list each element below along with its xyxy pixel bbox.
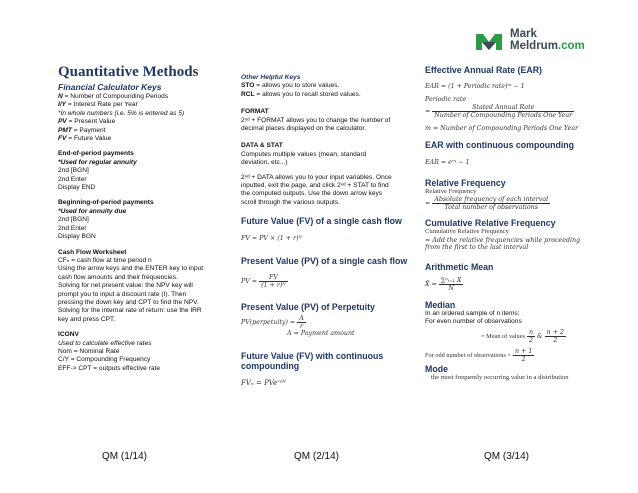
median-line: For even number of observations	[425, 318, 522, 326]
m-formula: m = Number of Compounding Periods One Year	[425, 125, 579, 132]
perpetuity-denominator: r	[299, 323, 303, 331]
pv-numerator: FV	[259, 274, 288, 282]
bop-subheading: *Used for annuity due	[58, 207, 127, 215]
pv-denominator: (1 + r)ᴺ	[261, 282, 286, 290]
eop-heading: End-of-period payments	[58, 150, 134, 158]
median-odd-numerator: n + 1	[514, 347, 533, 355]
cumulative-frequency-heading: Cumulative Relative Frequency	[425, 218, 556, 229]
median-heading: Median	[425, 299, 456, 310]
periodic-numerator: Stated Annual Rate	[432, 104, 574, 112]
page-title: Quantitative Methods	[58, 64, 199, 80]
cash-flow-heading: Cash Flow Worksheet	[58, 248, 127, 256]
rf-denominator: Total number of observations	[444, 204, 538, 212]
data-stat-line: 2ⁿᵈ + DATA allows you to your input variables. Once	[241, 173, 392, 181]
arithmetic-mean-heading: Arithmetic Mean	[425, 261, 494, 272]
perpetuity-lhs: PV(perpetuity) =	[241, 319, 296, 327]
perpetuity-note: A = Payment amount	[287, 330, 355, 338]
periodic-rate-formula: = $\frac{\text{Stated Annual Rate}}{\text{Number of Compounding Periods One Year}}$	[425, 104, 573, 119]
ear-heading: Effective Annual Rate (EAR)	[425, 65, 542, 75]
perpetuity-heading: Present Value (PV) of Perpetuity	[241, 302, 375, 313]
iconv-line: C/Y = Compounding Frequency	[58, 356, 151, 364]
page-label-1: QM (1/14)	[102, 451, 148, 462]
cash-flow-line: Solving for the internal rate of return: use the IRR	[58, 307, 202, 315]
key-desc: = Number of Compounding Periods	[62, 93, 169, 100]
cash-flow-line: Using the arrow keys and the ENTER key to input	[58, 265, 204, 273]
cash-flow-line: Solving for net present value: the NPV key will	[58, 282, 193, 290]
key-name: N	[58, 93, 63, 100]
helpful-keys-heading: Other Helpful Keys	[241, 74, 301, 81]
median-line: In an ordered sample of n items:	[425, 309, 520, 317]
logo	[474, 28, 584, 54]
pv-formula	[241, 274, 421, 289]
median-even-formula	[481, 329, 615, 344]
cash-flow-line: key and press CPT.	[58, 315, 116, 323]
key-name: FV	[58, 135, 67, 143]
format-line: 2ⁿᵈ + FORMAT allows you to change the number of	[241, 116, 391, 124]
data-stat-line: scroll through the various outputs.	[241, 198, 340, 206]
key-desc: = Payment	[71, 126, 106, 134]
page-label-3: QM (3/14)	[484, 451, 530, 462]
cash-flow-line: prompt you to input a discount rate (I). Then	[58, 290, 187, 298]
key-desc: = allows you to recall stored values.	[254, 90, 361, 98]
rf-numerator: Absolute frequency of each interval	[434, 196, 549, 204]
mean-numerator: ∑ⁿᵢ₌₁ X	[440, 276, 462, 284]
calculator-keys-list	[58, 93, 233, 143]
cash-flow-line: cash flow amounts and their frequencies.	[58, 273, 178, 281]
ear-formula: EAR = (1 + Periodic rate)ᵐ − 1	[425, 83, 525, 90]
median-odd-formula	[425, 348, 615, 363]
logo-line1: Mark	[510, 28, 537, 40]
bop-line: 2nd Enter	[58, 224, 87, 232]
median-odd-denominator: 2	[521, 355, 526, 363]
key-desc: = Future Value	[66, 135, 112, 143]
key-name: PV	[58, 118, 67, 126]
eop-line: 2nd Enter	[58, 175, 87, 183]
cash-flow-line: CFₙ = cash flow at time period n	[58, 256, 152, 264]
bop-heading: Beginning-of-period payments	[58, 199, 154, 207]
median-even-amp: &	[537, 332, 543, 340]
data-stat-line: deviation, etc...)	[241, 159, 288, 167]
key-name: RCL	[241, 90, 255, 98]
ear-continuous-formula: EAR = eʳˢ − 1	[425, 159, 470, 166]
pv-heading: Present Value (PV) of a single cash flow	[241, 256, 408, 267]
fv-continuous-formula: FVₙ = PVeʳˢᴺ	[241, 379, 286, 388]
format-line: decimal places displayed on the calculator.	[241, 125, 366, 133]
column-2	[241, 74, 421, 387]
mean-denominator: N	[448, 284, 454, 292]
cumulative-frequency-label: Cumulative Relative Frequency	[425, 228, 509, 236]
data-stat-line: inputted, exit the page, and click 2ⁿᵈ + STAT to find	[241, 182, 389, 190]
data-stat-line: the computed outputs. Use the down arrow keys	[241, 190, 383, 198]
column-3	[425, 65, 615, 382]
key-note: *In whole numbers (i.e. 5% is entered as 5)	[58, 109, 185, 117]
arithmetic-mean-formula	[425, 277, 615, 292]
mode-line: the most frequently occurring value in a distribution	[431, 373, 569, 381]
logo-mark-icon	[474, 30, 504, 52]
fv-heading: Future Value (FV) of a single cash flow	[241, 216, 402, 227]
relative-frequency-label: Relative Frequency	[425, 188, 477, 195]
periodic-rate-label: Periodic rate	[425, 96, 467, 103]
calculator-keys-heading: Financial Calculator Keys	[58, 82, 162, 92]
column-1	[58, 64, 233, 373]
format-heading: FORMAT	[241, 108, 269, 116]
data-stat-line: Computes multiple values (mean, standard	[241, 150, 367, 158]
iconv-line: Nom = Nominal Rate	[58, 347, 120, 355]
bop-line: Display BGN	[58, 233, 96, 241]
relative-frequency-heading: Relative Frequency	[425, 178, 506, 188]
key-name: PMT	[58, 126, 72, 134]
key-desc: = allows you to store values.	[254, 82, 340, 90]
key-name: STO	[241, 82, 255, 90]
key-name: I/Y	[58, 101, 67, 109]
ear-continuous-heading: EAR with continuous compounding	[425, 140, 575, 150]
key-desc: = Interest Rate per Year	[66, 101, 138, 109]
logo-domain: .com	[557, 40, 585, 52]
fv-continuous-heading: Future Value (FV) with continuous	[241, 351, 384, 362]
perpetuity-numerator: A	[299, 315, 304, 323]
data-stat-heading: DATA & STAT	[241, 142, 283, 150]
median-even-num1: n	[528, 328, 534, 336]
logo-line2: Meldrum	[510, 40, 558, 52]
iconv-subheading: Used to calculate effective rates	[58, 339, 152, 347]
mean-lhs: X̄ =	[425, 280, 437, 288]
fv-formula: FV = PV × (1 + r)ᴺ	[241, 235, 302, 243]
key-desc: = Present Value	[66, 118, 116, 126]
iconv-heading: ICONV	[58, 331, 79, 339]
eop-line: Display END	[58, 184, 96, 192]
iconv-line: EFF-> CPT = outputs effective rate	[58, 364, 161, 372]
median-even-den1: 2	[528, 336, 533, 344]
periodic-denominator: Number of Compounding Periods One Year	[434, 112, 573, 119]
mode-heading: Mode	[425, 363, 448, 374]
fv-continuous-heading-line2: compounding	[241, 361, 300, 372]
median-even-lhs: = Mean of values	[481, 332, 525, 340]
eop-line: 2nd [BGN]	[58, 167, 89, 175]
bop-line: 2nd [BGN]	[58, 216, 89, 224]
page-label-2: QM (2/14)	[294, 451, 340, 462]
perpetuity-formula	[241, 315, 421, 330]
median-even-num2: n + 2	[546, 328, 565, 336]
cash-flow-line: pressing the down key and CPT to find the NPV.	[58, 298, 199, 306]
median-odd-lhs: For odd number of observations =	[425, 351, 511, 359]
cumulative-frequency-line: from the first to the last interval	[425, 243, 529, 251]
pv-lhs: PV =	[241, 278, 258, 286]
eop-subheading: *Used for regular annuity	[58, 158, 137, 166]
relative-frequency-formula: = $\frac{\text{Absolute frequency of each interval}}{\text{Total number of observations}}$	[425, 196, 549, 212]
cumulative-frequency-line: = Add the relative frequencies while proceeding	[425, 236, 581, 244]
median-even-den2: 2	[553, 336, 558, 344]
